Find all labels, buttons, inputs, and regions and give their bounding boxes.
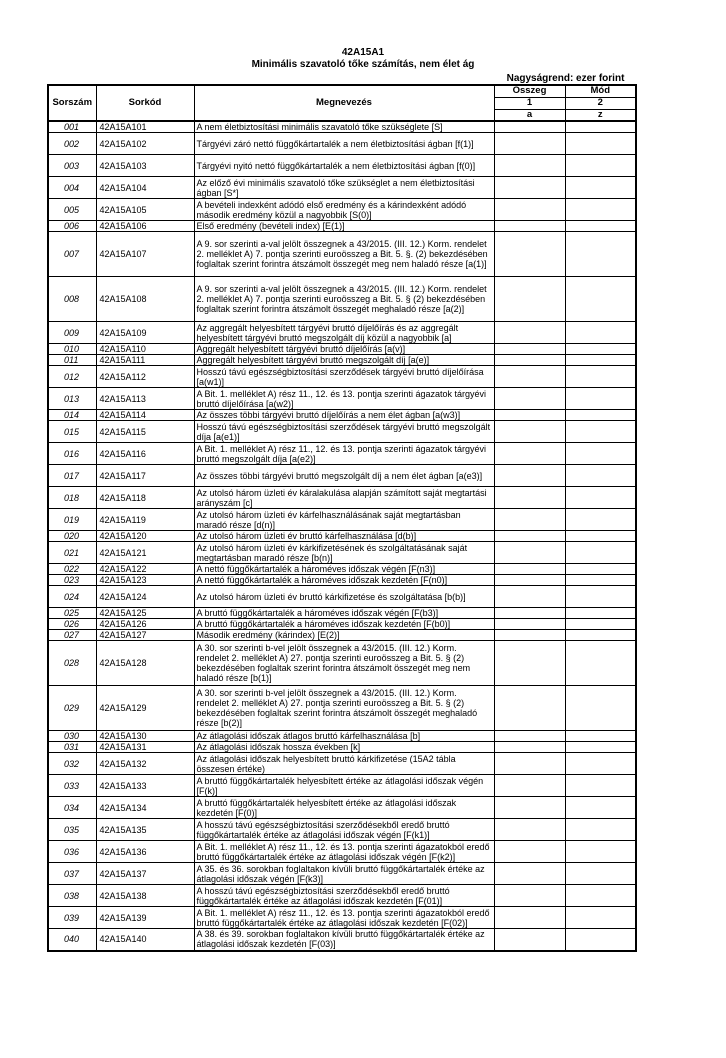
row-number: 018	[48, 487, 96, 509]
table-row	[48, 863, 636, 885]
mode-cell[interactable]	[565, 742, 636, 753]
row-number: 029	[48, 686, 96, 731]
row-description: A 9. sor szerinti a-val jelölt összegnek a 43/2015. (III. 12.) Korm. rendelet 2. melléklet A) 7. pontja szerinti euroösszeg a Bit. 5. § (2) bekezdésében foglaltak szerint forintra átszámolt összegét meghaladó része [a(2)]	[194, 277, 494, 322]
amount-cell[interactable]	[494, 421, 565, 443]
mode-cell[interactable]	[565, 322, 636, 344]
row-code: 42A15A132	[96, 753, 194, 775]
table-row	[48, 410, 636, 421]
row-code: 42A15A125	[96, 608, 194, 619]
row-code: 42A15A138	[96, 885, 194, 907]
table-row	[48, 742, 636, 753]
row-number: 035	[48, 819, 96, 841]
row-code: 42A15A133	[96, 775, 194, 797]
table-row	[48, 388, 636, 410]
mode-cell[interactable]	[565, 608, 636, 619]
row-code: 42A15A127	[96, 630, 194, 641]
row-description: Az utolsó három üzleti év bruttó kárkifizetése és szolgáltatása [b(b)]	[194, 586, 494, 608]
mode-cell[interactable]	[565, 221, 636, 232]
row-code: 42A15A108	[96, 277, 194, 322]
row-number: 003	[48, 155, 96, 177]
amount-cell[interactable]	[494, 232, 565, 277]
row-code: 42A15A124	[96, 586, 194, 608]
row-number: 023	[48, 575, 96, 586]
row-number: 009	[48, 322, 96, 344]
row-code: 42A15A103	[96, 155, 194, 177]
table-row	[48, 232, 636, 277]
row-description: Az utolsó három üzleti év kárfelhasználásának saját megtartásban maradó része [d(n)]	[194, 509, 494, 531]
table-row	[48, 366, 636, 388]
amount-cell[interactable]	[494, 155, 565, 177]
amount-cell[interactable]	[494, 542, 565, 564]
row-description: A Bit. 1. melléklet A) rész 11., 12. és 13. pontja szerinti ágazatok tárgyévi bruttó díjelőírása [a(w2)]	[194, 388, 494, 410]
row-description: A nettó függőkártartalék a hároméves időszak kezdetén [F(n0)]	[194, 575, 494, 586]
row-code: 42A15A115	[96, 421, 194, 443]
mode-cell[interactable]	[565, 121, 636, 133]
row-description: Tárgyévi záró nettó függőkártartalék a nem életbiztosítási ágban [f(1)]	[194, 133, 494, 155]
mode-cell[interactable]	[565, 443, 636, 465]
mode-cell[interactable]	[565, 731, 636, 742]
row-description: Az utolsó három üzleti év bruttó kárfelhasználása [d(b)]	[194, 531, 494, 542]
amount-cell[interactable]	[494, 885, 565, 907]
row-number: 030	[48, 731, 96, 742]
row-description: Az átlagolási időszak helyesbített bruttó kárkifizetése (15A2 tábla összesen értéke)	[194, 753, 494, 775]
header-mod-letter: z	[565, 109, 636, 121]
row-code: 42A15A102	[96, 133, 194, 155]
row-number: 038	[48, 885, 96, 907]
row-number: 004	[48, 177, 96, 199]
row-description: A hosszú távú egészségbiztosítási szerződésekből eredő bruttó függőkártartalék értéke az átlagolási időszak kezdetén [F(01)]	[194, 885, 494, 907]
mode-cell[interactable]	[565, 753, 636, 775]
mode-cell[interactable]	[565, 199, 636, 221]
amount-cell[interactable]	[494, 575, 565, 586]
mode-cell[interactable]	[565, 630, 636, 641]
row-code: 42A15A137	[96, 863, 194, 885]
table-row	[48, 509, 636, 531]
row-code: 42A15A120	[96, 531, 194, 542]
row-description: A hosszú távú egészségbiztosítási szerződésekből eredő bruttó függőkártartalék értéke az átlagolási időszak végén [F(k1)]	[194, 819, 494, 841]
row-description: A 30. sor szerinti b-vel jelölt összegnek a 43/2015. (III. 12.) Korm. rendelet 2. melléklet A) 27. pontja szerinti euroösszeg a Bit. 5. § (2) bekezdésében foglaltak szerint forintra átszámolt összegét meghaladó része [b(2)]	[194, 686, 494, 731]
amount-cell[interactable]	[494, 731, 565, 742]
amount-cell[interactable]	[494, 641, 565, 686]
row-code: 42A15A122	[96, 564, 194, 575]
unit-label: Nagyságrend: ezer forint	[506, 73, 625, 84]
row-number: 007	[48, 232, 96, 277]
amount-cell[interactable]	[494, 619, 565, 630]
row-description: Az átlagolási időszak hossza években [k]	[194, 742, 494, 753]
row-number: 008	[48, 277, 96, 322]
amount-cell[interactable]	[494, 322, 565, 344]
row-description: A Bit. 1. melléklet A) rész 11., 12. és 13. pontja szerinti ágazatok tárgyévi bruttó megszolgált díja [a(e2)]	[194, 443, 494, 465]
amount-cell[interactable]	[494, 929, 565, 951]
amount-cell[interactable]	[494, 742, 565, 753]
row-description: Az utolsó három üzleti év kárkifizetésének és szolgáltatásának saját megtartásban maradó része [b(n)]	[194, 542, 494, 564]
row-code: 42A15A109	[96, 322, 194, 344]
table-row	[48, 586, 636, 608]
table-row	[48, 564, 636, 575]
amount-cell[interactable]	[494, 630, 565, 641]
mode-cell[interactable]	[565, 885, 636, 907]
amount-cell[interactable]	[494, 686, 565, 731]
row-description: A bruttó függőkártartalék a hároméves időszak végén [F(b3)]	[194, 608, 494, 619]
row-code: 42A15A111	[96, 355, 194, 366]
row-code: 42A15A119	[96, 509, 194, 531]
row-number: 016	[48, 443, 96, 465]
row-number: 019	[48, 509, 96, 531]
table-row	[48, 221, 636, 232]
mode-cell[interactable]	[565, 775, 636, 797]
amount-cell[interactable]	[494, 410, 565, 421]
table-row	[48, 630, 636, 641]
row-number: 005	[48, 199, 96, 221]
row-code: 42A15A117	[96, 465, 194, 487]
amount-cell[interactable]	[494, 608, 565, 619]
row-number: 001	[48, 121, 96, 133]
mode-cell[interactable]	[565, 907, 636, 929]
table-row	[48, 608, 636, 619]
mode-cell[interactable]	[565, 929, 636, 951]
mode-cell[interactable]	[565, 819, 636, 841]
mode-cell[interactable]	[565, 841, 636, 863]
row-number: 032	[48, 753, 96, 775]
row-number: 015	[48, 421, 96, 443]
mode-cell[interactable]	[565, 421, 636, 443]
row-number: 002	[48, 133, 96, 155]
mode-cell[interactable]	[565, 277, 636, 322]
row-code: 42A15A126	[96, 619, 194, 630]
header-mod: Mód	[565, 85, 636, 97]
row-description: A bruttó függőkártartalék helyesbített értéke az átlagolási időszak kezdetén [F(0)]	[194, 797, 494, 819]
row-code: 42A15A116	[96, 443, 194, 465]
mode-cell[interactable]	[565, 797, 636, 819]
row-description: Tárgyévi nyitó nettó függőkártartalék a nem életbiztosítási ágban [f(0)]	[194, 155, 494, 177]
mode-cell[interactable]	[565, 410, 636, 421]
row-number: 025	[48, 608, 96, 619]
row-code: 42A15A107	[96, 232, 194, 277]
row-number: 028	[48, 641, 96, 686]
row-code: 42A15A123	[96, 575, 194, 586]
row-code: 42A15A112	[96, 366, 194, 388]
row-description: A 30. sor szerinti b-vel jelölt összegnek a 43/2015. (III. 12.) Korm. rendelet 2. melléklet A) 27. pontja szerinti euroösszeg a Bit. 5. § (2) bekezdésében foglaltak szerint forintra átszámolt összegét meg nem haladó része [b(1)]	[194, 641, 494, 686]
table-row	[48, 121, 636, 133]
amount-cell[interactable]	[494, 221, 565, 232]
mode-cell[interactable]	[565, 564, 636, 575]
table-row	[48, 355, 636, 366]
row-description: Második eredmény (kárindex) [E(2)]	[194, 630, 494, 641]
row-description: A 9. sor szerinti a-val jelölt összegnek a 43/2015. (III. 12.) Korm. rendelet 2. melléklet A) 7. pontja szerinti euroösszeg a Bit. 5. §. (2) bekezdésében foglaltak szerint forintra átszámolt összegét meg nem haladó része [a(1)]	[194, 232, 494, 277]
amount-cell[interactable]	[494, 841, 565, 863]
table-row	[48, 753, 636, 775]
row-code: 42A15A129	[96, 686, 194, 731]
header-sorszam: Sorszám	[48, 85, 96, 121]
table-id-title: 42A15A1	[341, 47, 385, 58]
mode-cell[interactable]	[565, 586, 636, 608]
row-code: 42A15A104	[96, 177, 194, 199]
mode-cell[interactable]	[565, 641, 636, 686]
table-row	[48, 885, 636, 907]
header-sorkod: Sorkód	[96, 85, 194, 121]
mode-cell[interactable]	[565, 133, 636, 155]
row-number: 037	[48, 863, 96, 885]
table-row	[48, 841, 636, 863]
header-megnevezes: Megnevezés	[194, 85, 494, 121]
row-description: Az utolsó három üzleti év káralakulása alapján számított saját megtartási arányszám [c]	[194, 487, 494, 509]
row-description: A 38. és 39. sorokban foglaltakon kívüli bruttó függőkártartalék értéke az átlagolási időszak kezdetén [F(03)]	[194, 929, 494, 951]
mode-cell[interactable]	[565, 686, 636, 731]
table-row	[48, 421, 636, 443]
amount-cell[interactable]	[494, 775, 565, 797]
table-row	[48, 907, 636, 929]
row-description: Első eredmény (bevételi index) [E(1)]	[194, 221, 494, 232]
amount-cell[interactable]	[494, 531, 565, 542]
amount-cell[interactable]	[494, 564, 565, 575]
table-row	[48, 155, 636, 177]
row-number: 010	[48, 344, 96, 355]
row-code: 42A15A136	[96, 841, 194, 863]
table-row	[48, 531, 636, 542]
table-row	[48, 322, 636, 344]
row-code: 42A15A101	[96, 121, 194, 133]
table-row	[48, 443, 636, 465]
row-number: 033	[48, 775, 96, 797]
amount-cell[interactable]	[494, 277, 565, 322]
row-number: 017	[48, 465, 96, 487]
amount-cell[interactable]	[494, 355, 565, 366]
mode-cell[interactable]	[565, 177, 636, 199]
amount-cell[interactable]	[494, 819, 565, 841]
amount-cell[interactable]	[494, 487, 565, 509]
mode-cell[interactable]	[565, 232, 636, 277]
mode-cell[interactable]	[565, 355, 636, 366]
row-description: Aggregált helyesbített tárgyévi bruttó megszolgált díj [a(e)]	[194, 355, 494, 366]
amount-cell[interactable]	[494, 366, 565, 388]
page-title: Minimális szavatoló tőke számítás, nem élet ág	[251, 59, 475, 70]
row-description: Hosszú távú egészségbiztosítási szerződések tárgyévi bruttó díjelőírása [a(w1)]	[194, 366, 494, 388]
row-number: 013	[48, 388, 96, 410]
row-number: 021	[48, 542, 96, 564]
row-description: A Bit. 1. melléklet A) rész 11., 12. és 13. pontja szerinti ágazatokból eredő bruttó függőkártartalék értéke az átlagolási időszak végén [F(k2)]	[194, 841, 494, 863]
row-number: 031	[48, 742, 96, 753]
row-description: A bruttó függőkártartalék helyesbített értéke az átlagolási időszak végén [F(k)]	[194, 775, 494, 797]
table-row	[48, 344, 636, 355]
table-row	[48, 686, 636, 731]
row-number: 012	[48, 366, 96, 388]
table-row	[48, 775, 636, 797]
table-row	[48, 819, 636, 841]
header-osszeg: Összeg	[494, 85, 565, 97]
amount-cell[interactable]	[494, 907, 565, 929]
mode-cell[interactable]	[565, 575, 636, 586]
header-osszeg-letter: a	[494, 109, 565, 121]
row-code: 42A15A113	[96, 388, 194, 410]
mode-cell[interactable]	[565, 366, 636, 388]
row-number: 039	[48, 907, 96, 929]
mode-cell[interactable]	[565, 465, 636, 487]
row-code: 42A15A121	[96, 542, 194, 564]
table-row	[48, 465, 636, 487]
table-row	[48, 641, 636, 686]
row-number: 026	[48, 619, 96, 630]
amount-cell[interactable]	[494, 177, 565, 199]
row-number: 024	[48, 586, 96, 608]
table-row	[48, 177, 636, 199]
row-code: 42A15A135	[96, 819, 194, 841]
row-number: 011	[48, 355, 96, 366]
amount-cell[interactable]	[494, 863, 565, 885]
row-description: A nem életbiztosítási minimális szavatoló tőke szükséglete [S]	[194, 121, 494, 133]
table-row	[48, 199, 636, 221]
mode-cell[interactable]	[565, 542, 636, 564]
row-description: Az előző évi minimális szavatoló tőke szükséglet a nem életbiztosítási ágban [S*]	[194, 177, 494, 199]
row-code: 42A15A114	[96, 410, 194, 421]
row-code: 42A15A128	[96, 641, 194, 686]
row-description: Az átlagolási időszak átlagos bruttó kárfelhasználása [b]	[194, 731, 494, 742]
row-code: 42A15A139	[96, 907, 194, 929]
row-description: A nettó függőkártartalék a hároméves időszak végén [F(n3)]	[194, 564, 494, 575]
row-number: 034	[48, 797, 96, 819]
row-code: 42A15A134	[96, 797, 194, 819]
amount-cell[interactable]	[494, 344, 565, 355]
header-osszeg-number: 1	[494, 97, 565, 109]
mode-cell[interactable]	[565, 344, 636, 355]
row-number: 036	[48, 841, 96, 863]
amount-cell[interactable]	[494, 586, 565, 608]
row-number: 006	[48, 221, 96, 232]
data-table	[47, 84, 637, 952]
row-description: A Bit. 1. melléklet A) rész 11., 12. és 13. pontja szerinti ágazatokból eredő bruttó függőkártartalék értéke az átlagolási időszak kezdetén [F(02)]	[194, 907, 494, 929]
row-description: Az összes többi tárgyévi bruttó díjelőírás a nem élet ágban [a(w3)]	[194, 410, 494, 421]
row-number: 040	[48, 929, 96, 951]
mode-cell[interactable]	[565, 155, 636, 177]
table-row	[48, 797, 636, 819]
mode-cell[interactable]	[565, 487, 636, 509]
amount-cell[interactable]	[494, 509, 565, 531]
amount-cell[interactable]	[494, 443, 565, 465]
row-description: Az aggregált helyesbített tárgyévi bruttó díjelőírás és az aggregált helyesbített tárgyévi bruttó megszolgált díj közül a nagyobbik [a]	[194, 322, 494, 344]
row-code: 42A15A110	[96, 344, 194, 355]
row-code: 42A15A118	[96, 487, 194, 509]
row-number: 027	[48, 630, 96, 641]
mode-cell[interactable]	[565, 388, 636, 410]
mode-cell[interactable]	[565, 509, 636, 531]
amount-cell[interactable]	[494, 121, 565, 133]
row-code: 42A15A131	[96, 742, 194, 753]
table-row	[48, 619, 636, 630]
row-number: 014	[48, 410, 96, 421]
table-row	[48, 277, 636, 322]
row-number: 022	[48, 564, 96, 575]
table-row	[48, 487, 636, 509]
row-description: A bevételi indexként adódó első eredmény és a kárindexként adódó második eredmény közül a nagyobbik [S(0)]	[194, 199, 494, 221]
row-code: 42A15A140	[96, 929, 194, 951]
mode-cell[interactable]	[565, 619, 636, 630]
amount-cell[interactable]	[494, 797, 565, 819]
row-code: 42A15A105	[96, 199, 194, 221]
amount-cell[interactable]	[494, 753, 565, 775]
row-description: A 35. és 36. sorokban foglaltakon kívüli bruttó függőkártartalék értéke az átlagolási időszak végén [F(k3)]	[194, 863, 494, 885]
amount-cell[interactable]	[494, 465, 565, 487]
table-row	[48, 731, 636, 742]
table-row	[48, 929, 636, 951]
row-number: 020	[48, 531, 96, 542]
amount-cell[interactable]	[494, 133, 565, 155]
row-description: Aggregált helyesbített tárgyévi bruttó díjelőírás [a(v)]	[194, 344, 494, 355]
header-mod-number: 2	[565, 97, 636, 109]
row-description: Hosszú távú egészségbiztosítási szerződések tárgyévi bruttó megszolgált díja [a(e1)]	[194, 421, 494, 443]
mode-cell[interactable]	[565, 531, 636, 542]
row-description: A bruttó függőkártartalék a hároméves időszak kezdetén [F(b0)]	[194, 619, 494, 630]
mode-cell[interactable]	[565, 863, 636, 885]
table-row	[48, 133, 636, 155]
table-row	[48, 542, 636, 564]
row-code: 42A15A130	[96, 731, 194, 742]
amount-cell[interactable]	[494, 388, 565, 410]
row-code: 42A15A106	[96, 221, 194, 232]
row-description: Az összes többi tárgyévi bruttó megszolgált díj a nem élet ágban [a(e3)]	[194, 465, 494, 487]
table-row	[48, 575, 636, 586]
amount-cell[interactable]	[494, 199, 565, 221]
